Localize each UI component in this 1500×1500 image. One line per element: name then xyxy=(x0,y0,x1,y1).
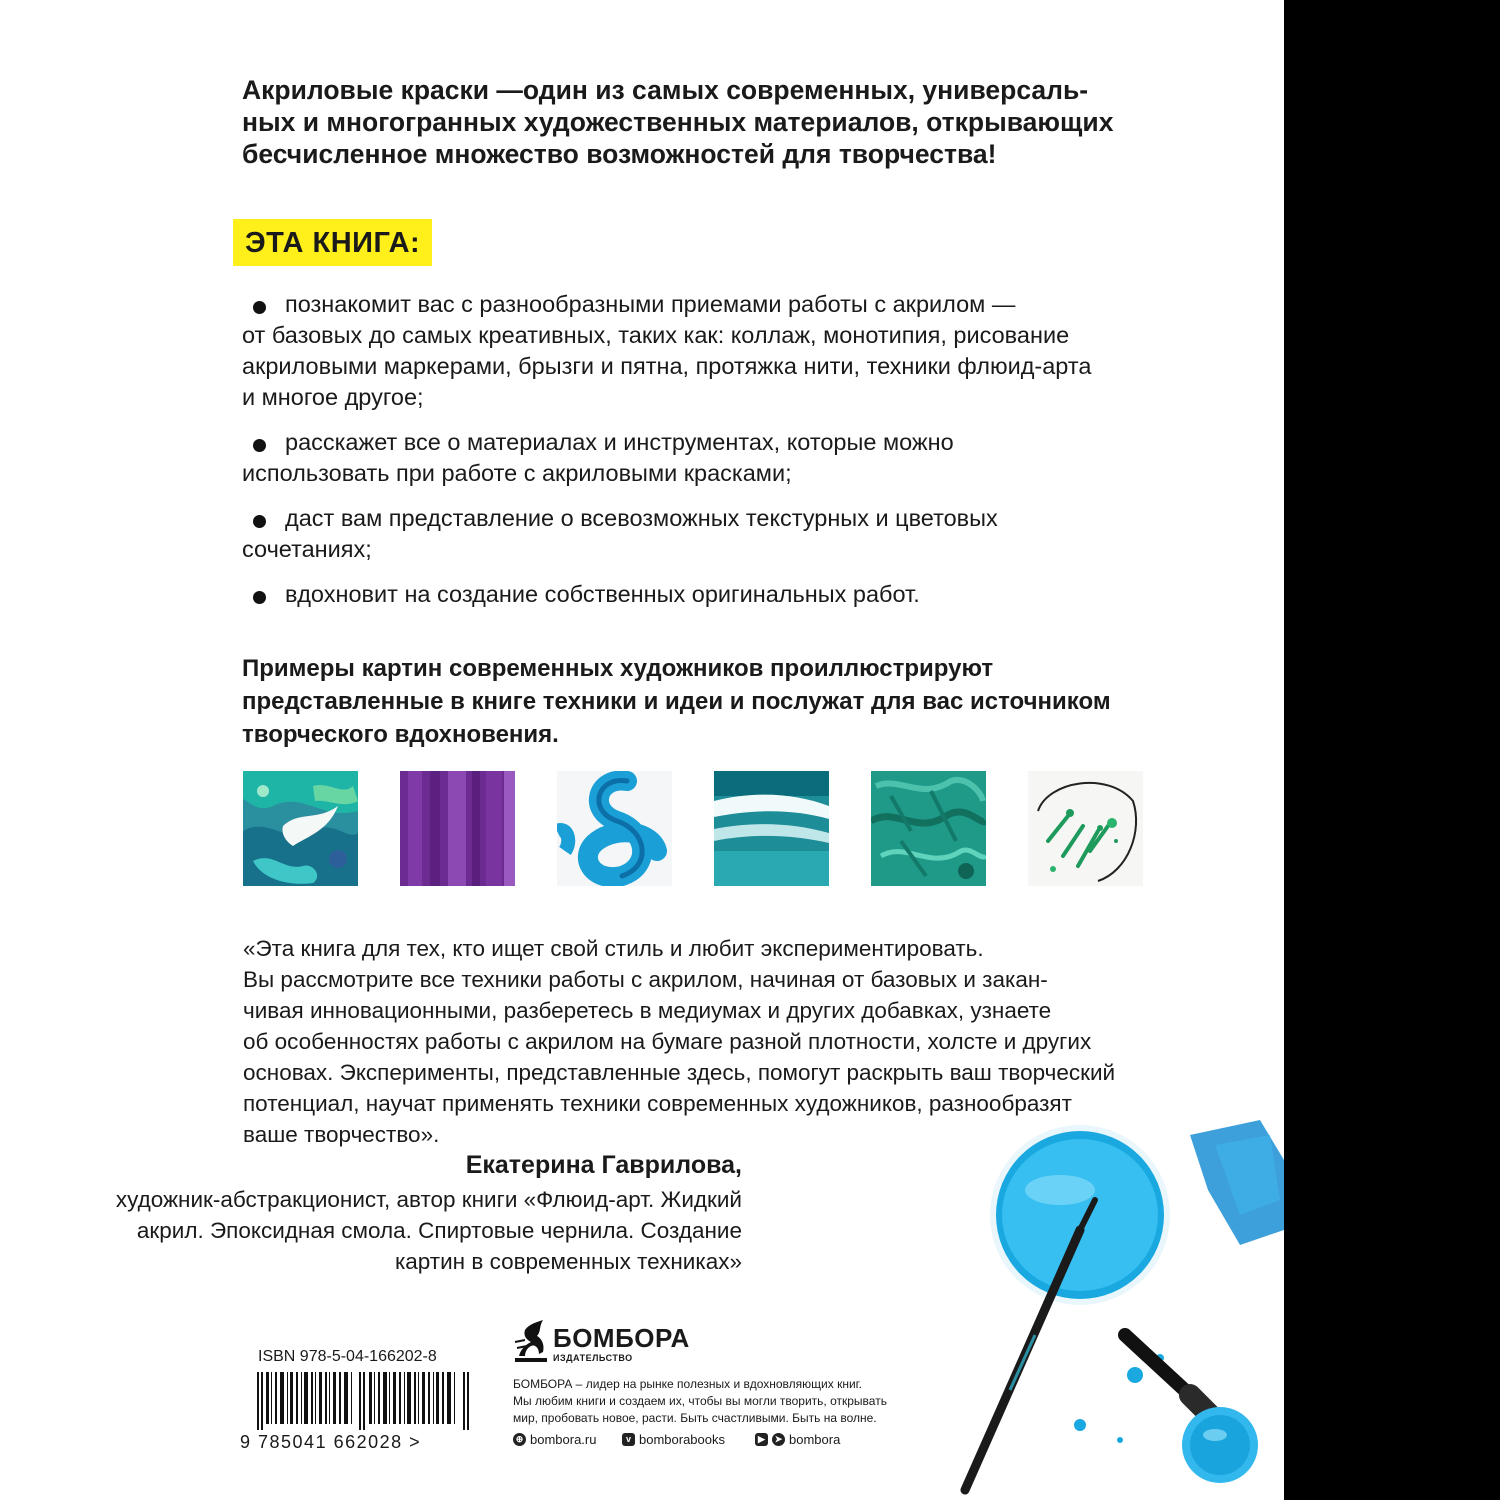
author-name: Екатерина Гаврилова, xyxy=(465,1151,742,1179)
this-book-badge: ЭТА КНИГА: xyxy=(233,219,432,266)
green-splatter-thumbnail xyxy=(1028,771,1143,886)
fluid-art-teal-thumbnail xyxy=(243,771,358,886)
green-splatter-circle-icon xyxy=(1028,771,1143,886)
list-item: познакомит вас с разнообразными приемами работы с акрилом — от базовых до самых креативных, таких как: коллаж, монотипия, рисование акриловыми маркерами, брызги и пятна, протяжка нити, техники флюид-арта и многое другое; xyxy=(242,291,1092,410)
youtube-icon: ▶ xyxy=(755,1433,768,1446)
purple-brush-strokes-icon xyxy=(400,771,515,886)
list-item: вдохновит на создание собственных оригинальных работ. xyxy=(242,579,1232,610)
spine-edge xyxy=(1284,0,1500,1500)
paint-jar-brush-illustration xyxy=(940,1120,1284,1500)
blue-ampersand-swirl-icon xyxy=(557,771,672,886)
artwork-thumbnails xyxy=(243,771,1143,886)
teal-curved-stripes-icon xyxy=(714,771,829,886)
social-link-vk[interactable]: v bomborabooks xyxy=(622,1432,725,1447)
teal-fluid-art-icon xyxy=(243,771,358,886)
web-icon: ⊕ xyxy=(513,1433,526,1446)
vk-icon: v xyxy=(622,1433,635,1446)
bullet-dot-icon xyxy=(253,439,266,452)
barcode-icon xyxy=(257,1372,471,1430)
review-quote: «Эта книга для тех, кто ищет свой стиль и любит экспериментировать. Вы рассмотрите все техники работы с акрилом, начиная от базовых и закан- чивая инновационными, разберетесь в медиумах и других добавках, узнаете об особенностях работы с акрилом на бумаге разной плотности, холсте и других основах. Эксперименты, представленные здесь, помогут раскрыть ваш творческий потенциал, научат применять техники современных художников, разнообразят ваше творчество». xyxy=(243,936,1116,1147)
barcode-digits: 9 785041 662028 > xyxy=(240,1432,422,1452)
examples-text: Примеры картин современных художников проиллюстрируют представленные в книге техники и идеи и послужат для вас источником творческого вдохновения. xyxy=(242,655,1111,748)
purple-strokes-thumbnail xyxy=(400,771,515,886)
author-description: художник-абстракционист, автор книги «Флюид-арт. Жидкий акрил. Эпоксидная смола. Спиртовые чернила. Создание картин в современных техниках» xyxy=(115,1187,742,1274)
feature-list xyxy=(242,289,1232,624)
isbn-label: ISBN 978-5-04-166202-8 xyxy=(258,1348,437,1365)
bullet-dot-icon xyxy=(253,301,266,314)
green-impasto-texture-icon xyxy=(871,771,986,886)
blue-swirl-thumbnail xyxy=(557,771,672,886)
intro-text: Акриловые краски —один из самых современных, универсаль- ных и многогранных художественных материалов, открывающих бесчисленное множество возможностей для творчества! xyxy=(242,75,1114,169)
teal-stripes-thumbnail xyxy=(714,771,829,886)
bullet-dot-icon xyxy=(253,515,266,528)
bullet-dot-icon xyxy=(253,591,266,604)
list-item: даст вам представление о всевозможных текстурных и цветовых сочетаниях; xyxy=(242,505,998,562)
green-texture-thumbnail xyxy=(871,771,986,886)
list-item: расскажет все о материалах и инструментах, которые можно использовать при работе с акриловыми красками; xyxy=(242,429,954,486)
telegram-icon: ➤ xyxy=(772,1433,785,1446)
social-link-youtube-telegram[interactable]: ▶ ➤ bombora xyxy=(755,1432,840,1447)
publisher-subtitle: ИЗДАТЕЛЬСТВО xyxy=(553,1353,633,1363)
social-link-web[interactable]: ⊕ bombora.ru xyxy=(513,1432,596,1447)
bombora-logo-icon xyxy=(513,1318,549,1364)
publisher-name: БОМБОРА xyxy=(553,1323,690,1353)
publisher-about: БОМБОРА – лидер на рынке полезных и вдохновляющих книг. Мы любим книги и создаем их, чтобы вы могли творить, открывать мир, пробовать новое, расти. Быть счастливыми. Быть на волне. xyxy=(513,1377,887,1425)
